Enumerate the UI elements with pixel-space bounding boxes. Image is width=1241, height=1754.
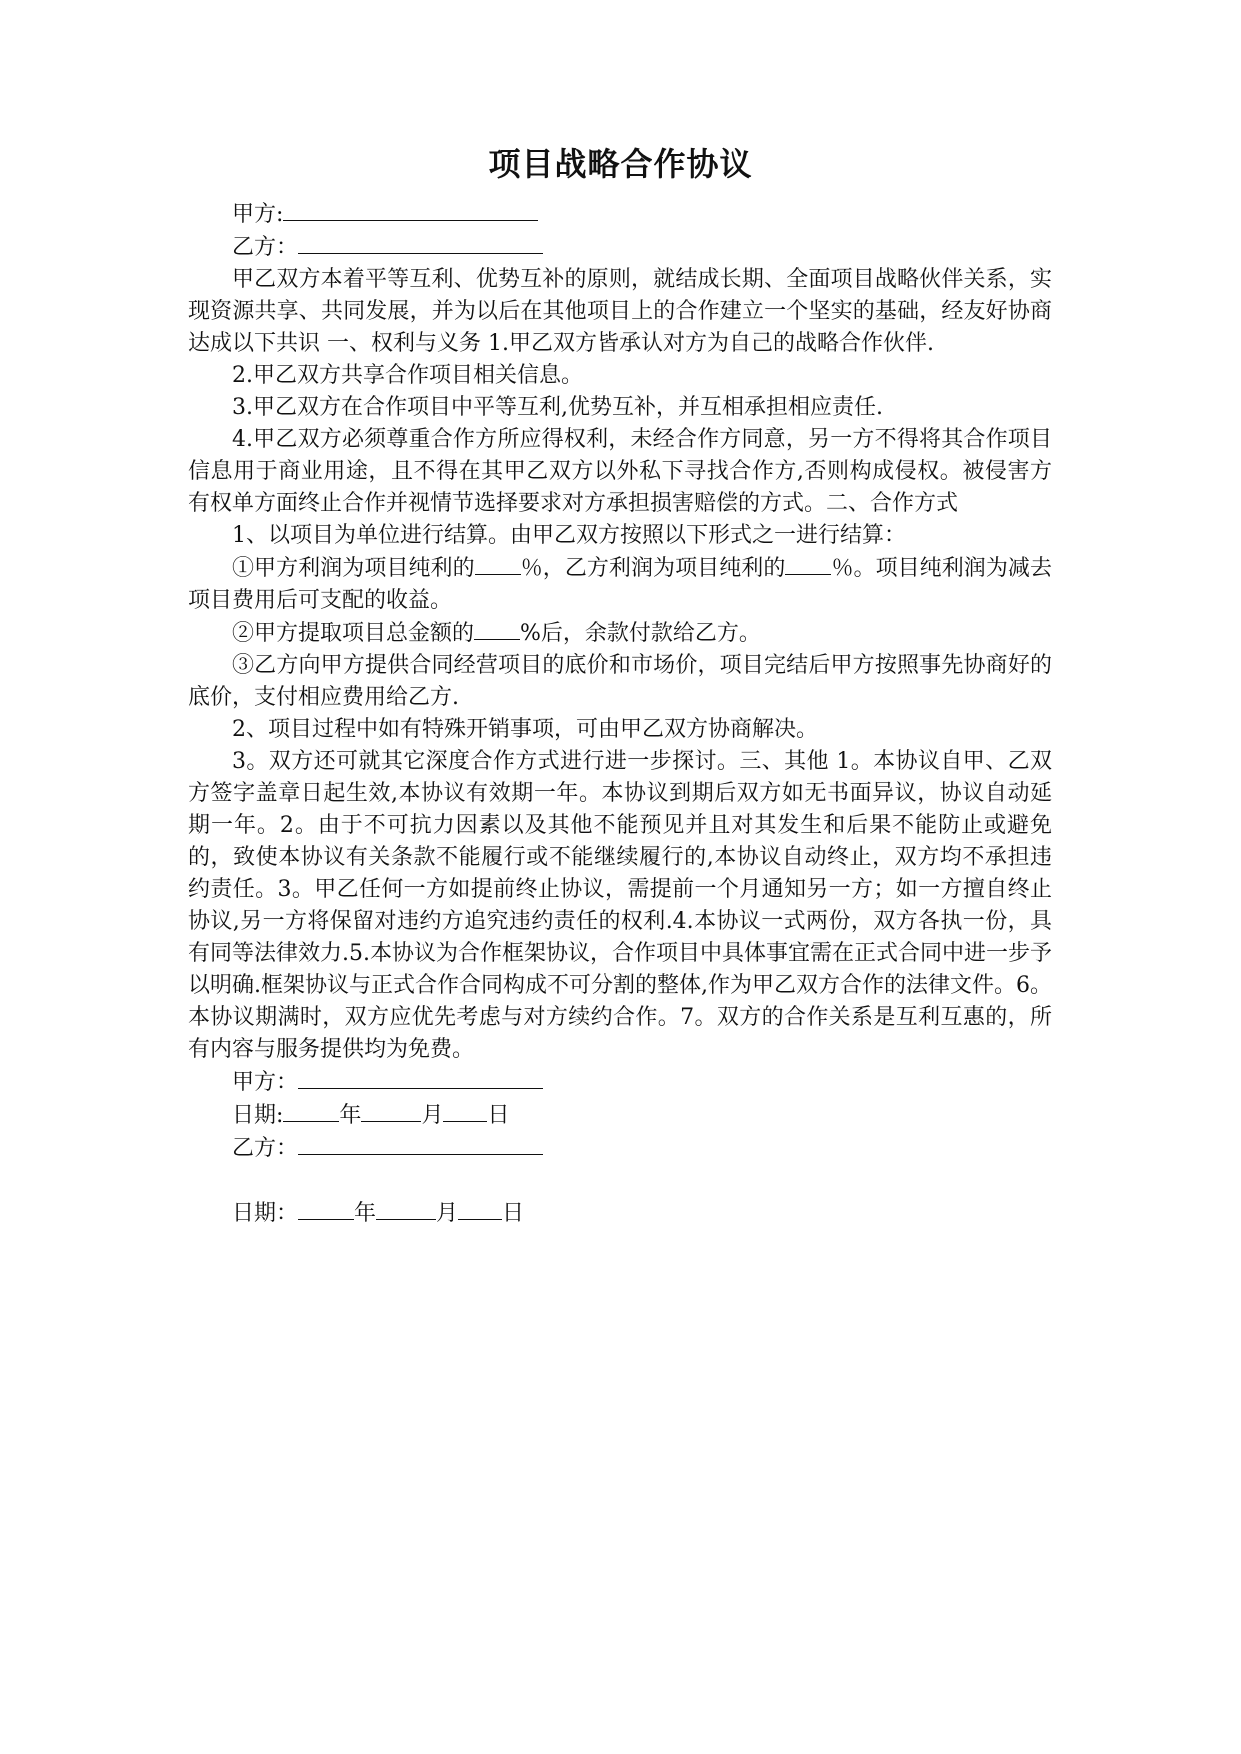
paragraph-6 <box>188 552 1052 617</box>
p7-text-a: ②甲方提取项目总金额的 <box>232 621 475 646</box>
date2-label: 日期： <box>232 1201 299 1226</box>
document-body <box>188 198 1052 1230</box>
paragraph-4: 4.甲乙双方必须尊重合作方所应得权利，未经合作方同意，另一方不得将其合作项目信息用于商业用途，且不得在其甲乙双方以外私下寻找合作方,否则构成侵权。被侵害方有权单方面终止合作并视情节选择要求对方承担损害赔偿的方式。二、合作方式 <box>188 427 1052 516</box>
date2-day-blank <box>458 1197 502 1220</box>
date2-month-label: 月 <box>436 1201 459 1226</box>
p7-text-b: %后，余款付款给乙方。 <box>520 621 761 646</box>
date2-month-blank <box>376 1197 436 1220</box>
date1-month-label: 月 <box>421 1103 444 1128</box>
p6-text-b: ％，乙方利润为项目纯利的 <box>520 556 786 581</box>
sig-party-b-blank <box>298 1132 543 1155</box>
signature-date-2 <box>188 1197 1052 1230</box>
date1-year-blank <box>283 1099 339 1122</box>
signature-party-a <box>188 1066 1052 1099</box>
date1-year-label: 年 <box>339 1103 362 1128</box>
paragraph-9: 2、项目过程中如有特殊开销事项，可由甲乙双方协商解决。 <box>232 717 818 742</box>
date2-year-blank <box>298 1197 354 1220</box>
p6-text-a: ①甲方利润为项目纯利的 <box>232 556 475 581</box>
paragraph-5: 1、以项目为单位进行结算。由甲乙双方按照以下形式之一进行结算： <box>232 523 906 548</box>
date2-year-label: 年 <box>354 1201 377 1226</box>
date1-day-label: 日 <box>487 1103 510 1128</box>
sig-party-b-label: 乙方： <box>232 1136 299 1161</box>
date2-day-label: 日 <box>502 1201 525 1226</box>
paragraph-8: ③乙方向甲方提供合同经营项目的底价和市场价，项目完结后甲方按照事先协商好的底价，支付相应费用给乙方. <box>188 653 1052 710</box>
party-a-blank <box>283 198 538 221</box>
party-a-percent-blank <box>475 552 521 575</box>
party-a-label: 甲方: <box>232 202 284 227</box>
paragraph-10: 3。双方还可就其它深度合作方式进行进一步探讨。三、其他 1。本协议自甲、乙双方签字盖章日起生效,本协议有效期一年。本协议到期后双方如无书面异议，协议自动延期一年。2。由于不可抗力因素以及其他不能预见并且对其发生和后果不能防止或避免的，致使本协议有关条款不能履行或不能继续履行的,本协议自动终止，双方均不承担违约责任。3。甲乙任何一方如提前终止协议，需提前一个月通知另一方；如一方擅自终止协议,另一方将保留对违约方追究违约责任的权利.4.本协议一式两份，双方各执一份，具有同等法律效力.5.本协议为合作框架协议，合作项目中具体事宜需在正式合同中进一步予以明确.框架协议与正式合作合同构成不可分割的整体,作为甲乙双方合作的法律文件。6。本协议期满时，双方应优先考虑与对方续约合作。7。双方的合作关系是互利互惠的，所有内容与服务提供均为免费。 <box>188 749 1052 1062</box>
paragraph-7 <box>188 617 1052 650</box>
paragraph-3: 3.甲乙双方在合作项目中平等互利,优势互补，并互相承担相应责任. <box>232 395 883 420</box>
party-b-line <box>188 231 1052 264</box>
date1-month-blank <box>361 1099 421 1122</box>
party-b-label: 乙方： <box>232 235 299 260</box>
party-b-blank <box>298 231 543 254</box>
sig-party-a-label: 甲方： <box>232 1070 299 1095</box>
sig-party-a-blank <box>298 1066 543 1089</box>
signature-party-b <box>188 1132 1052 1165</box>
paragraph-intro: 甲乙双方本着平等互利、优势互补的原则，就结成长期、全面项目战略伙伴关系，实现资源共享、共同发展，并为以后在其他项目上的合作建立一个坚实的基础，经友好协商达成以下共识 一、权利与义务 1.甲乙双方皆承认对方为自己的战略合作伙伴. <box>188 267 1052 356</box>
total-percent-blank <box>474 617 520 640</box>
document-title: 项目战略合作协议 <box>488 145 753 183</box>
date1-label: 日期: <box>232 1103 284 1128</box>
paragraph-2: 2.甲乙双方共享合作项目相关信息。 <box>232 363 583 388</box>
party-a-line <box>188 198 1052 231</box>
signature-date-1 <box>188 1099 1052 1132</box>
party-b-percent-blank <box>785 552 831 575</box>
spacer <box>188 1165 1052 1197</box>
date1-day-blank <box>443 1099 487 1122</box>
p6-text-c: ％。项目纯利润为减去项目费用后可支配的收益。 <box>188 556 1052 613</box>
